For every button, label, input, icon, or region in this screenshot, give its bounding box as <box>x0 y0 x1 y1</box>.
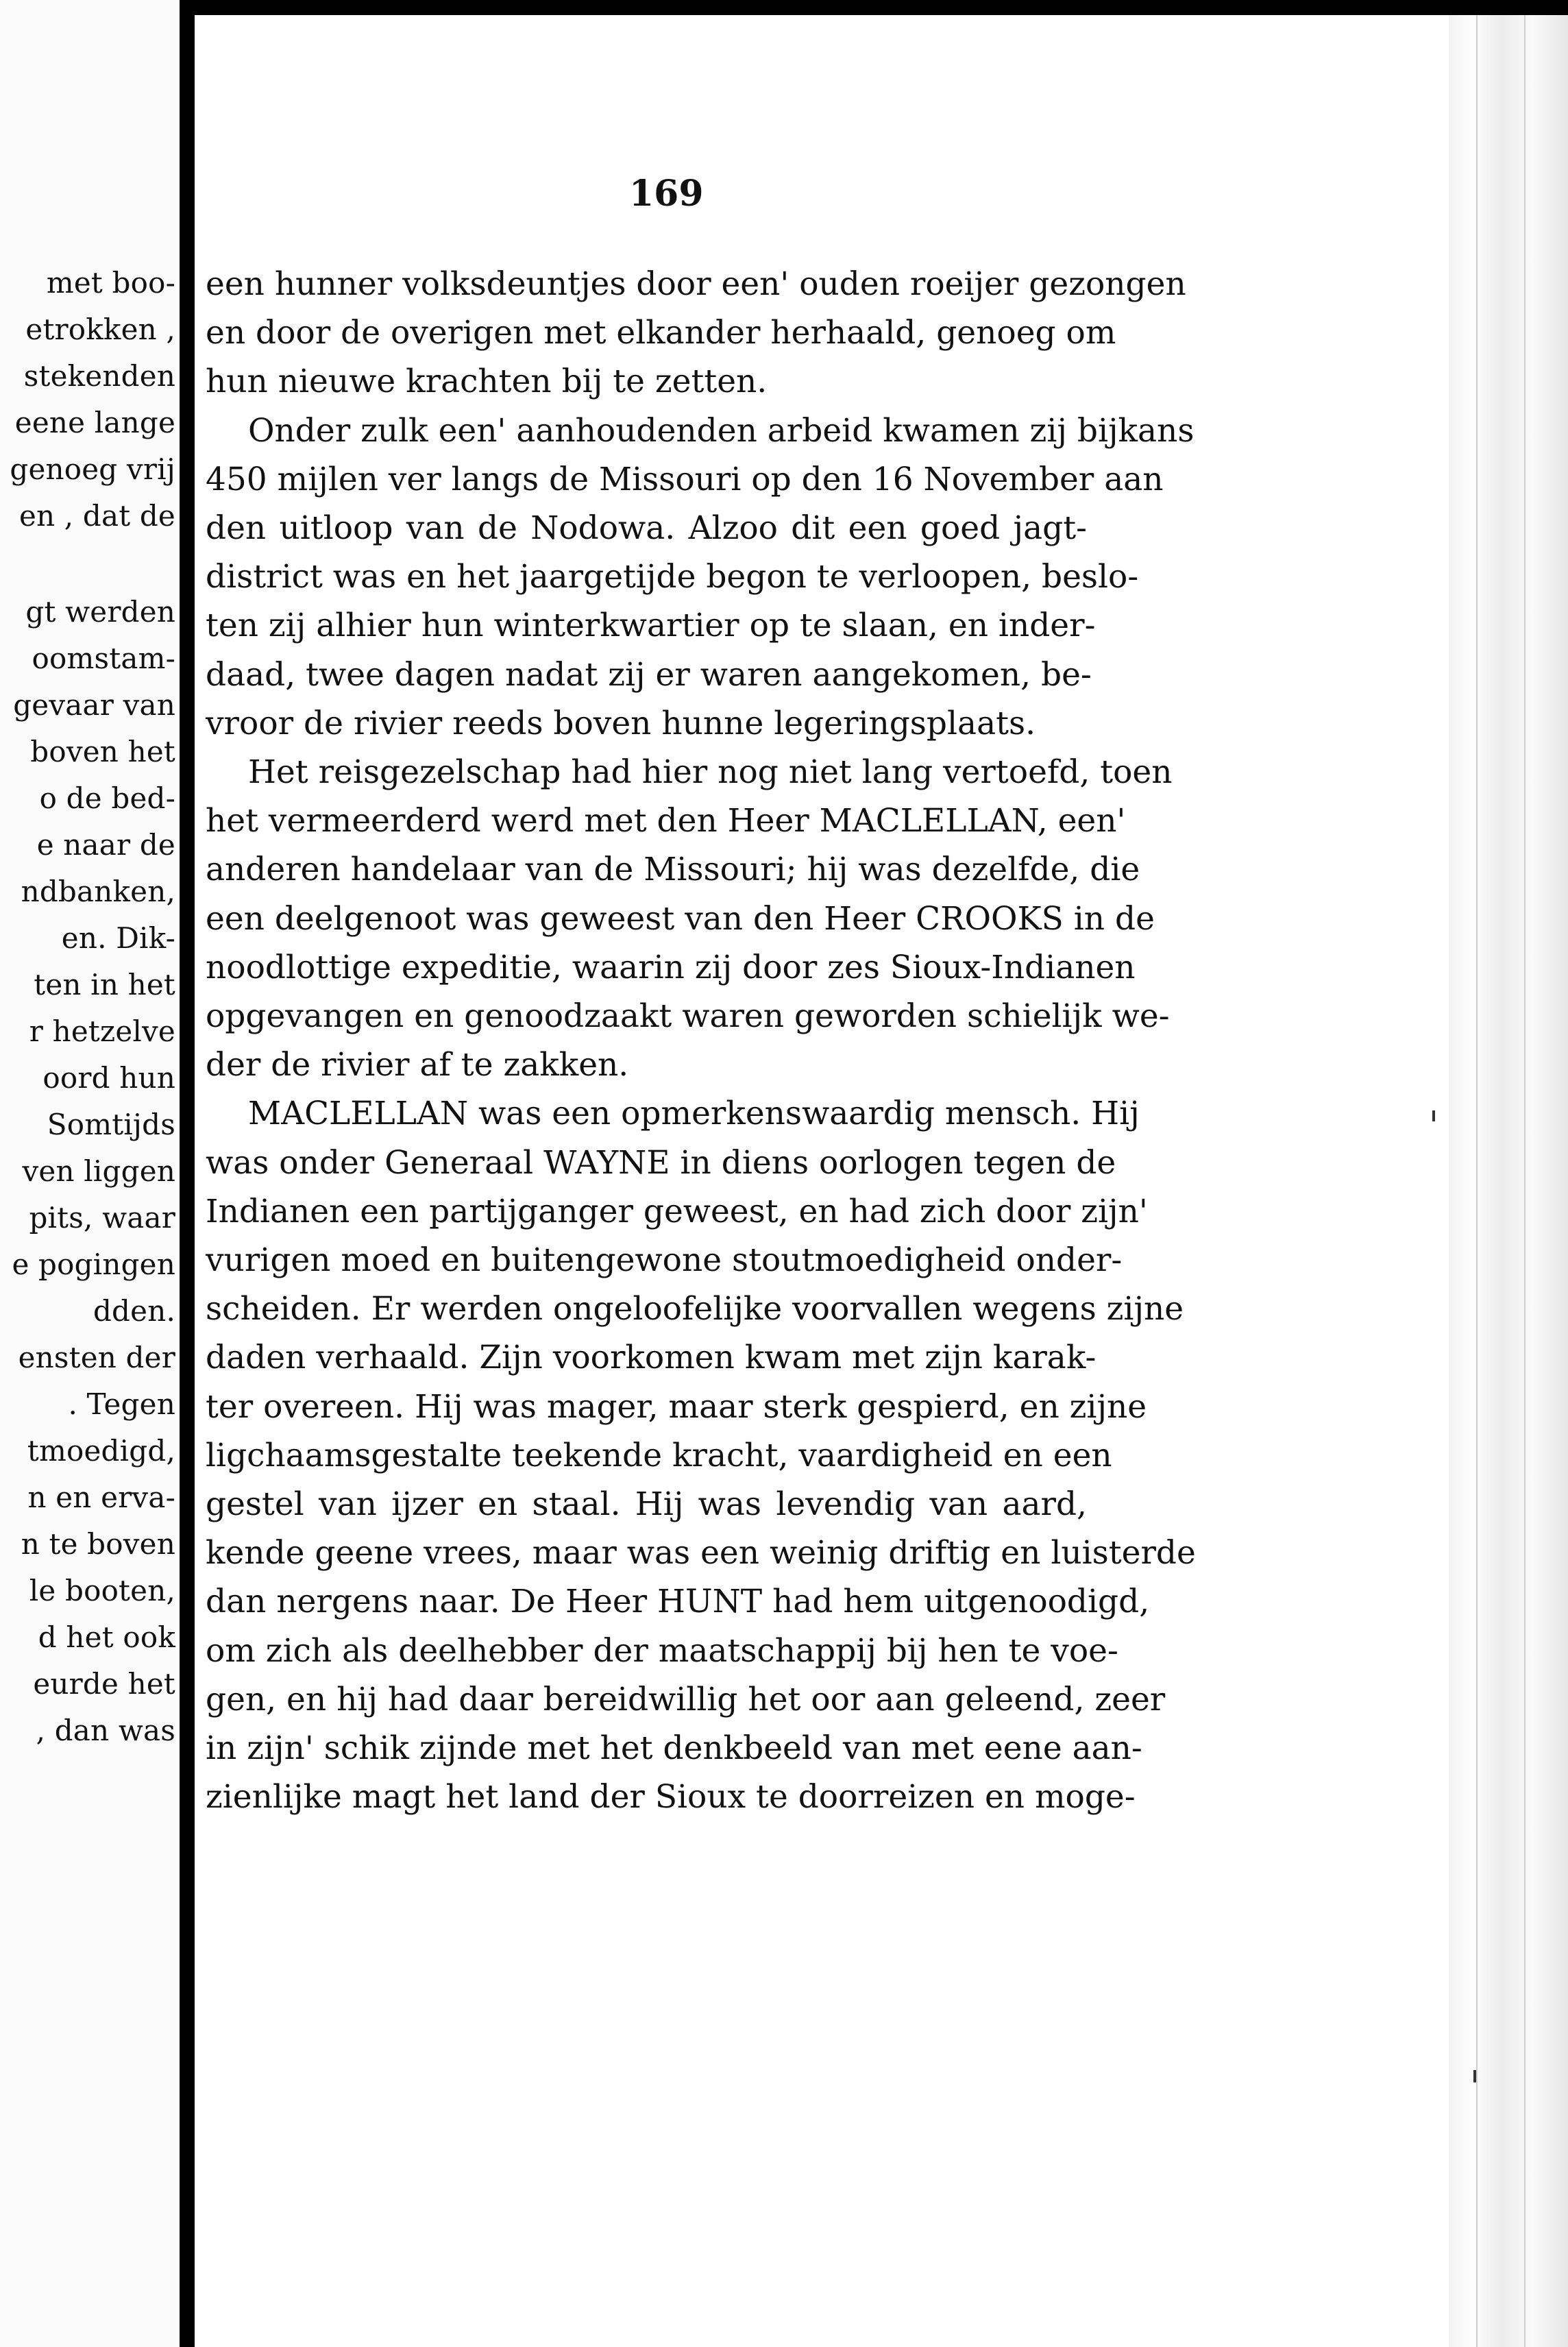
text-line: gen, en hij had daar bereidwillig het oor aan geleend, zeer <box>206 1680 1166 1718</box>
text-line: het vermeerderd werd met den Heer MACLELLAN, een' <box>206 802 1126 840</box>
left-page-line: ensten der <box>18 1341 175 1374</box>
left-page-line: e pogingen <box>12 1248 175 1281</box>
left-page-line: n te boven <box>21 1527 175 1561</box>
left-page-line: ven liggen <box>22 1154 175 1188</box>
text-line: kende geene vrees, maar was een weinig driftig en luisterde <box>206 1534 1196 1572</box>
left-page-line: oord hun <box>42 1061 175 1095</box>
left-page-line: ndbanken, <box>21 875 175 908</box>
left-page-line: eurde het <box>33 1667 175 1701</box>
text-line: opgevangen en genoodzaakt waren geworden schielijk we- <box>206 997 1170 1035</box>
text-line: in zijn' schik zijnde met het denkbeeld van met eene aan- <box>206 1729 1142 1767</box>
scan-speck <box>1432 1110 1435 1121</box>
scan-speck <box>1473 2070 1476 2082</box>
left-page-line: pits, waar <box>29 1201 175 1235</box>
left-page-line: dden. <box>93 1294 175 1328</box>
left-page-line: en , dat de <box>19 499 175 533</box>
text-line: der de rivier af te zakken. <box>206 1046 629 1084</box>
left-page-line: stekenden <box>23 359 175 393</box>
left-page <box>0 0 180 2347</box>
page-edges <box>1449 15 1568 2347</box>
left-page-line: met boo- <box>46 266 175 300</box>
left-page-line: etrokken , <box>25 313 175 346</box>
text-line: hun nieuwe krachten bij te zetten. <box>206 363 768 401</box>
text-line: anderen handelaar van de Missouri; hij was dezelfde, die <box>206 851 1140 889</box>
text-line: een hunner volksdeuntjes door een' ouden roeijer gezongen <box>206 265 1186 303</box>
left-page-line: gt werden <box>25 595 175 629</box>
left-page-line: , dan was <box>36 1714 175 1747</box>
page-edge-line <box>1476 15 1478 2347</box>
book-gutter <box>180 0 195 2347</box>
text-line: daad, twee dagen nadat zij er waren aangekomen, be- <box>206 655 1092 694</box>
text-line: 450 mijlen ver langs de Missouri op den 16 November aan <box>206 460 1164 498</box>
left-page-line: en. Dik- <box>61 921 175 955</box>
left-page-line: boven het <box>30 735 175 768</box>
text-line: gestel van ijzer en staal. Hij was levendig van aard, <box>206 1485 1087 1523</box>
text-line: MACLELLAN was een opmerkenswaardig mensch. Hij <box>248 1095 1140 1133</box>
left-page-line: . Tegen <box>68 1387 175 1421</box>
left-page-line: tmoedigd, <box>27 1434 175 1468</box>
text-line: ter overeen. Hij was mager, maar sterk gespierd, en zijne <box>206 1387 1147 1426</box>
left-page-line: genoeg vrij <box>10 452 175 486</box>
text-line: den uitloop van de Nodowa. Alzoo dit een goed jagt- <box>206 509 1087 547</box>
left-page-line: n en erva- <box>27 1481 175 1514</box>
text-line: Onder zulk een' aanhoudenden arbeid kwamen zij bijkans <box>248 411 1195 450</box>
left-page-line: Somtijds <box>47 1108 175 1141</box>
text-line: Indianen een partijganger geweest, en had zich door zijn' <box>206 1192 1148 1230</box>
page-edge-line <box>1524 15 1526 2347</box>
left-page-line: gevaar van <box>13 688 175 722</box>
text-line: ligchaamsgestalte teekende kracht, vaardigheid en een <box>206 1436 1112 1474</box>
left-page-line: eene lange <box>14 406 175 439</box>
left-page-line: le booten, <box>29 1574 175 1607</box>
text-line: en door de overigen met elkander herhaald, genoeg om <box>206 314 1116 352</box>
page-number: 169 <box>629 173 704 215</box>
text-line: zienlijke magt het land der Sioux te doorreizen en moge- <box>206 1778 1136 1816</box>
text-line: om zich als deelhebber der maatschappij bij hen te voe- <box>206 1631 1118 1670</box>
text-line: was onder Generaal WAYNE in diens oorlogen tegen de <box>206 1143 1116 1182</box>
left-page-line: oomstam- <box>32 642 175 675</box>
text-line: een deelgenoot was geweest van den Heer CROOKS in de <box>206 899 1155 938</box>
left-page-line: e naar de <box>36 828 175 862</box>
left-page-line: ten in het <box>34 968 175 1001</box>
text-line: daden verhaald. Zijn voorkomen kwam met zijn karak- <box>206 1339 1097 1377</box>
text-line: scheiden. Er werden ongeloofelijke voorvallen wegens zijne <box>206 1290 1184 1328</box>
text-line: noodlottige expeditie, waarin zij door zes Sioux-Indianen <box>206 948 1136 986</box>
text-line: vroor de rivier reeds boven hunne legeringsplaats. <box>206 704 1036 742</box>
text-line: district was en het jaargetijde begon te verloopen, beslo- <box>206 558 1139 596</box>
left-page-line: r hetzelve <box>29 1014 175 1048</box>
left-page-line: o de bed- <box>39 781 175 815</box>
left-page-line: d het ook <box>38 1620 175 1654</box>
text-line: vurigen moed en buitengewone stoutmoedigheid onder- <box>206 1241 1123 1279</box>
scan-border-top <box>0 0 1568 15</box>
text-line: Het reisgezelschap had hier nog niet lang vertoefd, toen <box>248 753 1173 791</box>
text-line: dan nergens naar. De Heer HUNT had hem uitgenoodigd, <box>206 1583 1150 1621</box>
text-line: ten zij alhier hun winterkwartier op te slaan, en inder- <box>206 607 1096 645</box>
